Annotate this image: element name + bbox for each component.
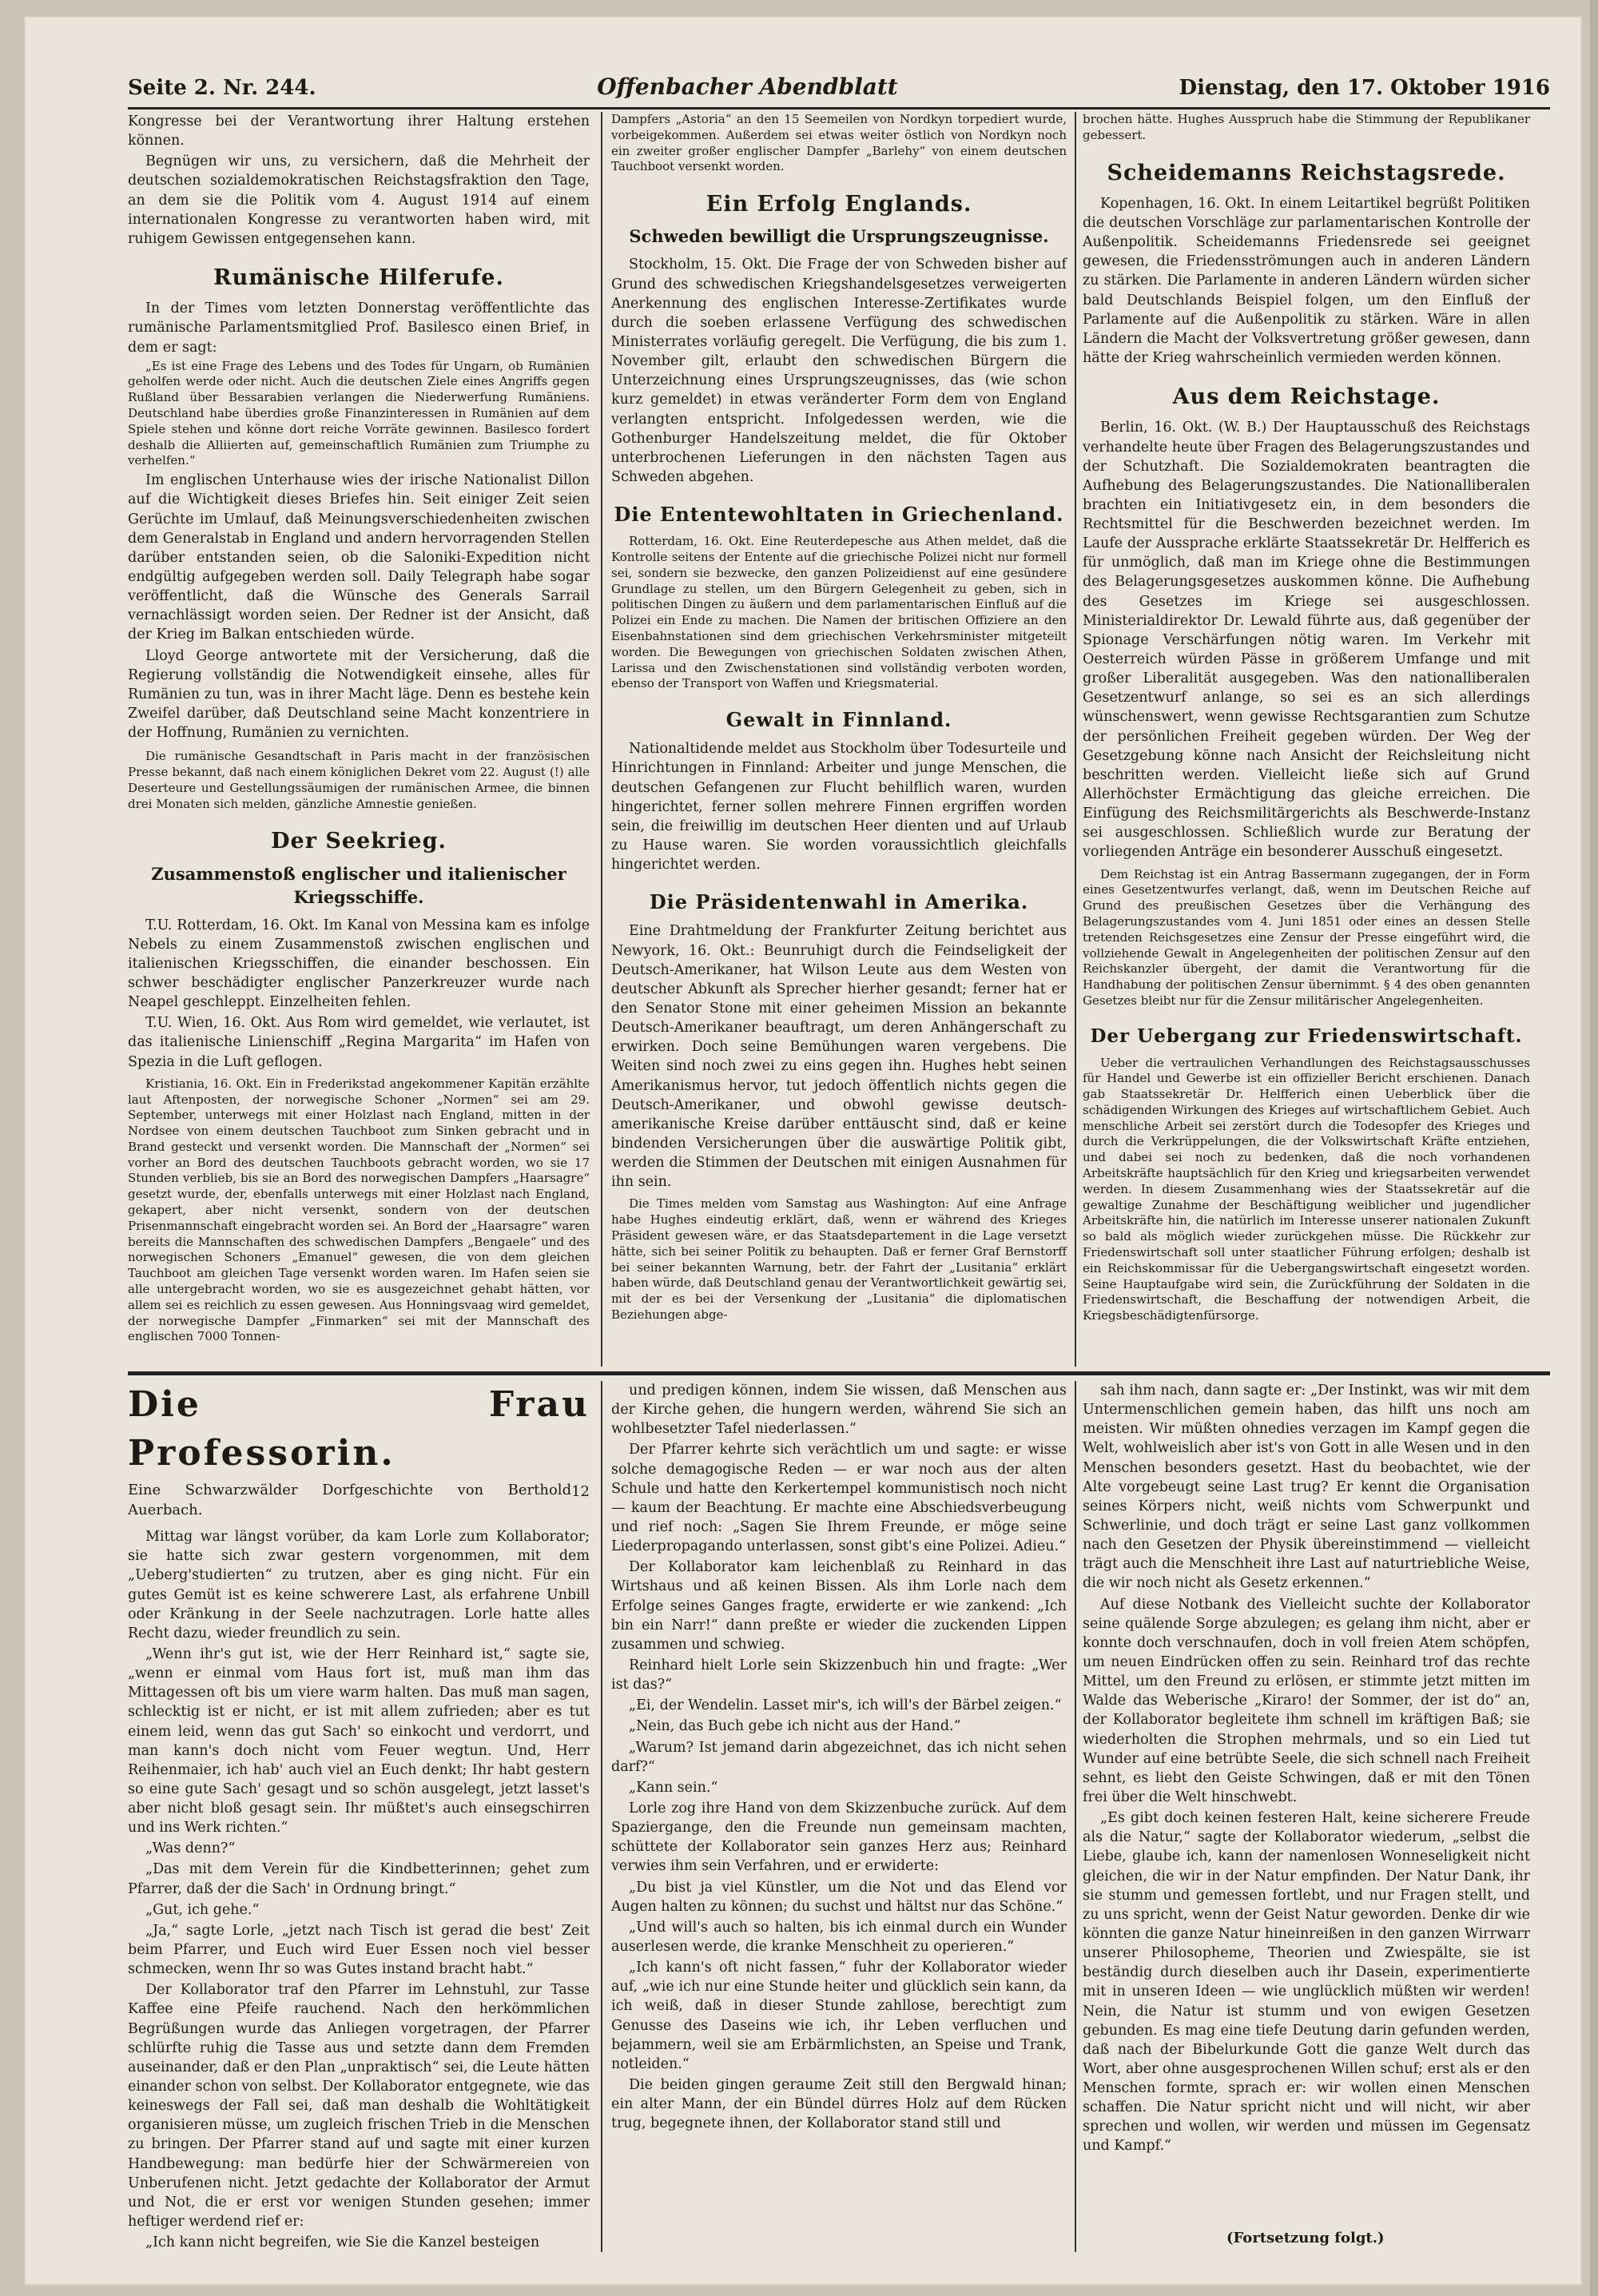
feuilleton-title: Die Frau Professorin. xyxy=(128,1384,590,1474)
paragraph: sah ihm nach, dann sagte er: „Der Instinkt, was wir mit dem Untermenschlichen gemein haben, das hilft uns noch am meisten. Wir müßten ohnedies verzagen im Kampf gegen die Welt, wohlweislich aber ist's von Gott in alle Wesen und in den Menschen besonders gesetzt. Hast du beobachtet, wie der Alte vorgebeugt seine Last trug? Er kennt die Organisation seines Körpers nicht, weiß nichts vom Schwerpunkt und Schwerlinie, und doch trägt er seine Last ganz vollkommen nach den Gesetzen der Physik übereinstimmend — vielleicht trägt auch die Menschheit ihre Last auf naturtriebliche Weise, die wir noch nicht als Gesetz erkennen.“ xyxy=(1083,1383,1530,1592)
paragraph: „Ja,“ sagte Lorle, „jetzt nach Tisch ist gerad die best' Zeit beim Pfarrer, und Euch wird Euer Essen noch viel besser schmecken, wenn Ihr so was Gutes instand bracht habt.“ xyxy=(128,1922,590,1978)
subheading-schweden: Schweden bewilligt die Ursprungszeugnisse. xyxy=(629,226,1049,247)
paragraph: Nationaltidende meldet aus Stockholm über Todesurteile und Hinrichtungen in Finnland: Arbeiter und junge Menschen, die deutschen Gefangenen zur Flucht behilflich waren, wurden hingerichtet, ferner sollen mehrere Finnen ergriffen worden sein, die freiwillig im deutschen Heer dienten und auf Urlaub zu Hause waren. Sie worden voraussichtlich gleichfalls hingerichtet werden. xyxy=(611,741,1067,873)
paragraph: „Warum? Ist jemand darin abgezeichnet, das ich nicht sehen darf?“ xyxy=(611,1739,1067,1775)
paragraph: Der Kollaborator kam leichenblaß zu Reinhard in das Wirtshaus und aß keinen Bissen. Als ihm Lorle nach dem Erfolge seines Ganges fragte, erwiderte er wie zankend: „Ich bin ein Narr!“ dann preßte er wieder die zuckenden Lippen zusammen und schwieg. xyxy=(611,1559,1067,1653)
paragraph: Eine Drahtmeldung der Frankfurter Zeitung berichtet aus Newyork, 16. Okt.: Beunruhigt durch die Feindseligkeit der Deutsch-Amerikaner, hat Wilson Leute aus dem Westen von deutscher Abkunft als Sprecher hierher gesandt; ferner hat er den Senator Stone mit einer geheimen Mission an bekannte Deutsch-Amerikaner beauftragt, um deren Anhängerschaft zu erwirken. Doch seine Bemühungen waren vergebens. Die Weiten sind noch zwei zu eins gegen ihn. Hughes hebt seinen Amerikanismus hervor, tut jedoch öffentlich nichts gegen die Deutsch-Amerikaner, und obwohl gewisse deutsch-amerikanische Kreise darüber enttäuscht sind, daß er keine bindenden Versicherungen über die auswärtige Politik gibt, werden die Stimmen der Deutschen mit einigen Ausnahmen für ihn sein. xyxy=(611,923,1067,1191)
subheading-zusammenstoss: Zusammenstoß englischer und italienischer Kriegsschiffe. xyxy=(151,863,566,907)
heading-praesidentenwahl: Die Präsidentenwahl in Amerika. xyxy=(649,890,1029,914)
paragraph: Der Kollaborator traf den Pfarrer im Lehnstuhl, zur Tasse Kaffee eine Pfeife rauchend. Nach den herkömmlichen Begrüßungen wurde das Anliegen vorgetragen, der Pfarrer schlürfte ruhig die Tasse aus und setzte dann dem Fremden auseinander, daß er den Plan „unpraktisch“ sei, die Leute hätten einander schon von selbst. Der Kollaborator entgegnete, wie das keineswegs der Fall sei, daß man deshalb die Wohltätigkeit organisieren müsse, um zugleich frischen Trieb in die Menschen zu bringen. Der Pfarrer stand auf und sagte mit einer kurzen Handbewegung: man bedürfe hier der Schwärmereien von Unberufenen nicht. Jetzt gedachte der Kollaborator der Armut und Not, die er erst vor wenigen Stunden gesehen; immer heftiger werdend rief er: xyxy=(128,1982,590,2230)
paragraph: „Kann sein.“ xyxy=(629,1779,718,1796)
feuilleton-column-1 xyxy=(128,1381,590,2254)
column-3 xyxy=(1083,112,1530,1326)
paragraph: Der Pfarrer kehrte sich verächtlich um und sagte: er wisse solche demagogische Reden — er war noch aus der alten Schule und hatte den Kerkertempel kommunistisch noch nicht — kaum der Beachtung. Er machte eine Abschiedsverbeugung und rief noch: „Sagen Sie Ihrem Freunde, er möge seine Liederpropagando unterlassen, sonst gibt's eine Polizei. Adieu.“ xyxy=(611,1442,1067,1555)
heading-seekrieg: Der Seekrieg. xyxy=(271,829,447,854)
column-rule xyxy=(1075,1381,1076,2252)
paragraph: Stockholm, 15. Okt. Die Frage der von Schweden bisher auf Grund des schwedischen Kriegshandelsgesetzes verweigerten Anerkennung des englischen Interesse-Zertifikates wurde durch die soeben erlassene Verfügung des schwedischen Ministerrates vorläufig geregelt. Die Verfügung, die bis zum 1. November gilt, erlaubt den schwedischen Bürgern die Unterzeichnung eines Ursprungszeugnisses, das (wie schon kurz gemeldet) in etwas veränderter Form dem von England verlangten entspricht. Infolgedessen werden, wie die Gothenburger Handelszeitung meldet, die für Oktober unterbrochenen Lieferungen in den nächsten Tagen aus Schweden abgehen. xyxy=(611,257,1067,485)
paragraph: „Ich kann nicht begreifen, wie Sie die Kanzel besteigen xyxy=(145,2234,540,2251)
paragraph: „Ei, der Wendelin. Lasset mir's, ich will's der Bärbel zeigen.“ xyxy=(629,1697,1062,1714)
column-1 xyxy=(128,112,590,1347)
paragraph: „Es gibt doch keinen festeren Halt, keine sicherere Freude als die Natur,“ sagte der Kollaborator wiederum, „selbst die Liebe, glaube ich, kann der namenlosen Wonneseligkeit nicht gleichen, die wir in der Natur empfinden. Der Natur Dank, ihr sie stumm und gemessen fortlebt, und nur Fragen stellt, und zu uns spricht, wenn der Geist Natur geworden. Denke dir wie könnten die ganze Natur hineinreißen in den ganzen Wirrwarr unserer Philosopheme, Theorien und Zwiespälte, sie ist beständig durch dieselben auch ihr Dasein, experimentierte mit in unseren Ideen — wie unglücklich müßten wir werden! Nein, die Natur ist stumm und von ewigen Gesetzen gebunden. Es mag eine tiefe Deutung darin gefunden werden, daß nach der Bibelurkunde Gott die ganze Welt durch das Wort, aber ohne ausgesprochenen Willen schuf; erst als er den Menschen formte, sprach er: wir wollen einen Menschen schaffen. Die Natur spricht nicht und will nicht, wir aber sprechen und wollen, wir werden und müssen im Gegensatz und Kampf.“ xyxy=(1083,1810,1530,2155)
small-note: Die rumänische Gesandtschaft in Paris macht in der französischen Presse bekannt, daß nach einem königlichen Dekret vom 22. August (!) alle Deserteure und Gestellungssäumigen der rumänischen Armee, die binnen drei Monaten sich melden, gänzliche Amnestie genießen. xyxy=(128,749,590,811)
small-note: Dampfers „Astoria“ an den 15 Seemeilen von Nordkyn torpediert wurde, vorbeigekommen. Außerdem sei etwas weiter östlich von Nordkyn noch ein zweiter großer englischer Dampfer „Barlehy“ von einem deutschen Tauchboot versenkt worden. xyxy=(611,112,1067,174)
paragraph: Kongresse bei der Verantwortung ihrer Haltung erstehen können. xyxy=(128,113,590,149)
paragraph: und predigen können, indem Sie wissen, daß Menschen aus der Kirche gehen, die hungern werden, während Sie sich an wohlbesetzter Tafel niederlassen.“ xyxy=(611,1383,1067,1438)
newspaper-title: Offenbacher Abendblatt xyxy=(597,74,898,100)
small-note: brochen hätte. Hughes Ausspruch habe die Stimmung der Republikaner gebessert. xyxy=(1083,112,1530,142)
heading-reichstage: Aus dem Reichstage. xyxy=(1172,384,1441,410)
column-rule xyxy=(601,112,602,1367)
column-rule xyxy=(1075,112,1076,1367)
paragraph: Auf diese Notbank des Vielleicht suchte der Kollaborator seine quälende Sorge abzulegen; es gelang ihm nicht, aber er konnte doch verschnaufen, doch in voll freien Atem schöpfen, um neuen Eindrücken offen zu sein. Reinhard trof das rechte Mittel, um den Freund zu erlösen, er stimmte jetzt mitten im Walde das Weberische „Kiraro! der Sommer, der ist do“ an, der Kollaborator begleitete ihm schnell im kräftigen Baß; sie wiederholten die Strophen mehrmals, und so ein Lied tut Wunder auf eine betrübte Seele, die sich schnell nach Freiheit sehnt, es liebt den Geiste Schwingen, daß er mit den Tönen frei über die Welt hinschwebt. xyxy=(1083,1596,1530,1805)
quote: „Es ist eine Frage des Lebens und des Todes für Ungarn, ob Rumänien geholfen werde oder nicht. Auch die deutschen Ziele eines Angriffs gegen Rußland über Bessarabien verlangen die Niederwerfung Rumäniens. Deutschland habe überdies große Finanzinteressen in Rumänien auf dem Spiele stehen und könne dort reiche Vorräte gewinnen. Basilesco fordert deshalb die Alliierten auf, gemeinschaftlich Rumänien zum Triumphe zu verhelfen.“ xyxy=(128,358,590,468)
paragraph: Kopenhagen, 16. Okt. In einem Leitartikel begrüßt Politiken die deutschen Vorschläge zur parlamentarischen Kontrolle der Außenpolitik. Scheidemanns Friedensrede sei geeignet gewesen, die Friedensströmungen auch in anderen Ländern zu stärken. Die Parlamente in anderen Ländern würden sicher bald Deutschlands Beispiel folgen, um den Einfluß der Parlamente auf die Außenpolitik zu stärken. Wäre in allen Ländern die Macht der Volksvertretung größer gewesen, dann hätte der Krieg wahrscheinlich vermieden werden können. xyxy=(1083,195,1530,366)
paragraph: „Gut, ich gehe.“ xyxy=(145,1901,260,1918)
paragraph: Im englischen Unterhause wies der irische Nationalist Dillon auf die Wichtigkeit dieses Briefes hin. Seit einiger Zeit seien Gerüchte im Umlauf, daß Meinungsverschiedenheiten zwischen dem Generalstab in England und andern hervorragenden Stellen darüber entstanden seien, ob die Saloniki-Expedition nicht endgültig aufgegeben werden soll. Daily Telegraph habe sogar veröffentlicht, daß die Wünsche des Generals Sarrail vernachlässigt worden seien. Der Redner ist der Ansicht, daß der Krieg im Balkan entschieden würde. xyxy=(128,472,590,643)
feuilleton-rule xyxy=(128,1371,1550,1375)
heading-erfolg-englands: Ein Erfolg Englands. xyxy=(706,192,972,217)
paragraph: „Ich kann's oft nicht fassen,“ fuhr der Kollaborator wieder auf, „wie ich nur eine Stunde heiter und glücklich sein kann, da ich weiß, daß in dieser Stunde zahllose, berechtigt zum Genusse des Daseins wie ich, ihr Leben verfluchen und bejammern, weil sie am Erbärmlichsten, an Speise und Trank, notleiden.“ xyxy=(611,1960,1067,2072)
heading-ententewohltaten: Die Ententewohltaten in Griechenland. xyxy=(614,503,1064,527)
small-note: Rotterdam, 16. Okt. Eine Reuterdepesche aus Athen meldet, daß die Kontrolle seitens der Entente auf die griechische Polizei nicht nur formell sei, sondern sie bezwecke, den ganzen Polizeidienst auf eine gesündere Grundlage zu stellen, um den Bürgern Gelegenheit zu geben, sich in politischen Dingen zu äußern und dem parlamentarischen Einfluß auf die Polizei ein Ende zu machen. Die Namen der britischen Offiziere an den Eisenbahnstationen sind dem griechischen Verkehrsminister mitgeteilt worden. Die Bewegungen von griechischen Soldaten zwischen Athen, Larissa und den Zwischenstationen sind vollständig verboten worden, ebenso der Transport von Waffen und Kriegsmaterial. xyxy=(611,534,1067,691)
paragraph: In der Times vom letzten Donnerstag veröffentlichte das rumänische Parlamentsmitglied Prof. Basilesco einen Brief, in dem er sagt: xyxy=(128,300,590,356)
paragraph: „Das mit dem Verein für die Kindbetterinnen; gehet zum Pfarrer, daß der die Sach' in Ordnung bringt.“ xyxy=(128,1861,590,1897)
column-rule xyxy=(601,1381,602,2252)
feuilleton-subtitle: Eine Schwarzwälder Dorfgeschichte von Berthold Auerbach. xyxy=(128,1482,572,1519)
feuilleton-column-3 xyxy=(1083,1381,1530,2158)
heading-scheidemann: Scheidemanns Reichstagsrede. xyxy=(1107,160,1506,185)
paragraph: „Wenn ihr's gut ist, wie der Herr Reinhard ist,“ sagte sie, „wenn er einmal vom Haus fort ist, muß man ihm das Mittagessen oft bis um viere warm halten. Das muß man sagen, schlecktig ist er nicht, er ist mit allem zufrieden; aber es tut einem leid, wenn das gut Sach' so einkocht und verdorrt, und man kann's doch nicht vom Feuer wegtun. Und, Herr Reihenmaier, ich hab' auch viel an Euch denkt; Ihr habt gestern so eine gute Sach' gesagt und so schön ausgelegt, jetzt lasset's aber nicht bloß gesagt sein. Ihr müßtet's auch einsegschirren und ins Werk richten.“ xyxy=(128,1645,590,1836)
paragraph: „Nein, das Buch gebe ich nicht aus der Hand.“ xyxy=(629,1718,961,1735)
feuilleton-column-2 xyxy=(611,1381,1067,2135)
heading-gewalt-finnland: Gewalt in Finnland. xyxy=(725,708,952,732)
page-edge xyxy=(1590,0,1598,2296)
heading-uebergang: Der Uebergang zur Friedenswirtschaft. xyxy=(1090,1025,1523,1047)
paragraph: Lloyd George antwortete mit der Versicherung, daß die Regierung vollständig die Notwendigkeit einsehe, alles für Rumänien zu tun, was in ihrer Macht läge. Denn es bestehe kein Zweifel darüber, daß Deutschland seine Macht konzentriere in der Hoffnung, Rumänien zu vernichten. xyxy=(128,647,590,742)
column-2 xyxy=(611,112,1067,1325)
continuation-note: (Fortsetzung folgt.) xyxy=(1226,2230,1385,2246)
paragraph: Begnügen wir uns, zu versichern, daß die Mehrheit der deutschen sozialdemokratischen Reichstagsfraktion den Tage, an dem sie die Politik vom 4. August 1914 auf einem internationalen Kongresse zu verantworten haben wird, mit ruhigem Gewissen entgegensehen kann. xyxy=(128,153,590,247)
heading-rumaenische-hilferufe: Rumänische Hilferufe. xyxy=(213,265,504,290)
page-number: Seite 2. Nr. 244. xyxy=(128,76,316,100)
paragraph: Berlin, 16. Okt. (W. B.) Der Hauptausschuß des Reichstags verhandelte heute über Fragen des Belagerungszustandes und der Schutzhaft. Die Sozialdemokraten beantragten die Aufhebung des Belagerungszustandes. Die Nationalliberalen brachten ein Initiativgesetz ein, in dem besonders die Rechtsmittel für die Beschwerden bezeichnet werden. Im Laufe der Aussprache erklärte Staatssekretär Dr. Helfferich es für unmöglich, daß man im Kriege ohne die Bestimmungen des Belagerungsgesetzes auskommen könne. Die Aufhebung des Gesetzes im Kriege sei ausgeschlossen. Ministerialdirektor Dr. Lewald führte aus, daß gegenüber der Spionage Verschärfungen nötig waren. Im Verkehr mit Oesterreich würden Pässe in größerem Umfange und mit großer Liberalität ausgegeben. Was den nationalliberalen Gesetzentwurf anlange, so sei es an sich allerdings wünschenswert, wenn gewisse Rechtsgarantien zum Schutze der persönlichen Freiheit gegeben würden. Der Weg der Gesetzgebung könne nach Ansicht der Reichsleitung nicht beschritten werden. Vielleicht ließe sich auf Grund Allerhöchster Ermächtigung das gleiche erreichen. Die Einfügung des Reichsmilitärgerichts als Beschwerde-Instanz sei ausgeschlossen. Schließlich wurde zur Beratung der vorliegenden Anträge ein besonderer Ausschuß eingesetzt. xyxy=(1083,420,1530,861)
header-rule xyxy=(128,107,1550,109)
paragraph: Reinhard hielt Lorle sein Skizzenbuch hin und fragte: „Wer ist das?“ xyxy=(611,1657,1067,1693)
paragraph: „Du bist ja viel Künstler, um die Not und das Elend vor Augen halten zu können; du suchst und hältst nur das Schöne.“ xyxy=(611,1879,1067,1915)
small-note: Dem Reichstag ist ein Antrag Bassermann zugegangen, der in Form eines Gesetzentwurfes verlangt, daß, wenn im Deutschen Reiche auf Grund des preußischen Gesetzes über die Verhängung des Belagerungszustandes vom 4. Juni 1851 oder eines an dessen Stelle tretenden Reichsgesetzes eine Zensur der Presse eingeführt wird, die vollziehende Gewalt in Angelegenheiten der politischen Zensur auf den Reichskanzler übergeht, der damit die Verantwortung für die Handhabung der politischen Zensur übernimmt. § 4 des oben genannten Gesetzes bleibt nur für die Zensur militärischer Angelegenheiten. xyxy=(1083,866,1530,1008)
paragraph: „Was denn?“ xyxy=(145,1840,236,1857)
page-header xyxy=(128,74,1550,105)
issue-date: Dienstag, den 17. Oktober 1916 xyxy=(1179,76,1550,100)
paragraph: Mittag war längst vorüber, da kam Lorle zum Kollaborator; sie hatte sich zwar gestern vorgenommen, mit dem „Ueberg'studierten“ zu trutzen, aber es ging nicht. Für ein gutes Gemüt ist es keine schwerere Last, als erfahrene Unbill oder Kränkung in der Seele nachzutragen. Lorle hatte alles Recht dazu, wieder freundlich zu sein. xyxy=(128,1529,590,1641)
paragraph: T.U. Wien, 16. Okt. Aus Rom wird gemeldet, wie verlautet, ist das italienische Linienschiff „Regina Margarita“ im Hafen von Spezia in die Luft geflogen. xyxy=(128,1015,590,1070)
paragraph: T.U. Rotterdam, 16. Okt. Im Kanal von Messina kam es infolge Nebels zu einem Zusammenstoß zwischen englischen und italienischen Kriegsschiffen, die einander beschossen. Ein schwer beschädigter englischer Panzerkreuzer wurde nach Neapel geschleppt. Einzelheiten fehlen. xyxy=(128,917,590,1011)
small-note: Die Times melden vom Samstag aus Washington: Auf eine Anfrage habe Hughes eindeutig erklärt, daß, wenn er während des Krieges Präsident gewesen wäre, er das Staatsdepartement in die Lage versetzt hätte, sich bei seiner Politik zu behaupten. Daß er ferner Graf Bernstorff bei seiner bekannten Warnung, betr. der Fahrt der „Lusitania“ erklärt haben würde, daß Deutschland genau der Verantwortlichkeit gewärtig sei, mit der es bei der Versenkung der „Lusitania“ die diplomatischen Beziehungen abge- xyxy=(611,1196,1067,1322)
small-note: Kristiania, 16. Okt. Ein in Frederikstad angekommener Kapitän erzählte laut Aftenposten, der norwegische Schoner „Normen“ sei am 29. September, unterwegs mit einer Holzlast nach England, mitten in der Nordsee von einem deutschen Tauchboot zum Sinken gebracht und in Brand gesteckt und versenkt worden. Die Mannschaft der „Normen“ sei vorher an Bord des deutschen Tauchboots gebracht worden, wo sie 17 Stunden verblieb, bis sie an Bord des norwegischen Dampfers „Haarsagre“ gesetzt wurde, der, ebenfalls unterwegs mit einer Holzlast nach England, gekapert, aber nicht versenkt, sondern von der deutschen Prisenmannschaft eingebracht worden sei. An Bord der „Haarsagre“ waren bereits die Mannschaften des schwedischen Dampfers „Bengaele“ und des norwegischen Schoners „Emanuel“ gewesen, die von dem gleichen Tauchboot am gleichen Tage versenkt worden waren. Im Hafen seien sie alle untergebracht worden, wo sie es ausgezeichnet gehabt hätten, vor allem sei es reichlich zu essen gewesen. Aus Honningsvaag wird gemeldet, der norwegische Dampfer „Finmarken“ sei mit der Mannschaft des englischen 7000 Tonnen- xyxy=(128,1076,590,1344)
installment-number: 12 xyxy=(571,1483,590,1501)
small-note: Ueber die vertraulichen Verhandlungen des Reichstagsausschusses für Handel und Gewerbe ist ein offizieller Bericht erschienen. Danach gab Staatssekretär Dr. Helfferich einen Ueberblick über die schädigenden Wirkungen des Krieges auf wirtschaftlichem Gebiet. Auch menschliche Arbeit sei zerstört durch die Todesopfer des Krieges und durch die Verkrüppelungen, die der Volkswirtschaft Kräfte entziehen, und dabei sei noch zu bedenken, daß die noch vorhandenen Arbeitskräfte hauptsächlich für den Krieg und kriegsarbeiten verwendet werden. In diesem Zusammenhang wies der Staatssekretär auf die gewaltige Zunahme der Beschäftigung weiblicher und jugendlicher Arbeitskräfte hin, die natürlich im Interesse unserer nationalen Zukunft so bald als möglich wieder zurückgehen müsse. Die Rückkehr zur Friedenswirtschaft soll unter staatlicher Führung erfolgen; deshalb ist ein Reichskommissar für die Uebergangswirtschaft eingesetzt worden. Seine Hauptaufgabe wird sein, die Zurückführung der Soldaten in die Friedenswirtschaft, die Beschaffung der notwendigen Arbeit, die Kriegsbeschädigtenfürsorge. xyxy=(1083,1055,1530,1323)
paragraph: Lorle zog ihre Hand von dem Skizzenbuche zurück. Auf dem Spaziergange, den die Freunde nun gemeinsam machten, schüttete der Kollaborator sein ganzes Herz aus; Reinhard verwies ihm sein Verfahren, und er erwiderte: xyxy=(611,1800,1067,1875)
paragraph: Die beiden gingen geraume Zeit still den Bergwald hinan; ein alter Mann, der ein Bündel dürres Holz auf dem Rücken trug, begegnete ihnen, der Kollaborator stand still und xyxy=(611,2076,1067,2132)
paragraph: „Und will's auch so halten, bis ich einmal durch ein Wunder auserlesen werde, die kranke Menschheit zu operieren.“ xyxy=(611,1919,1067,1955)
